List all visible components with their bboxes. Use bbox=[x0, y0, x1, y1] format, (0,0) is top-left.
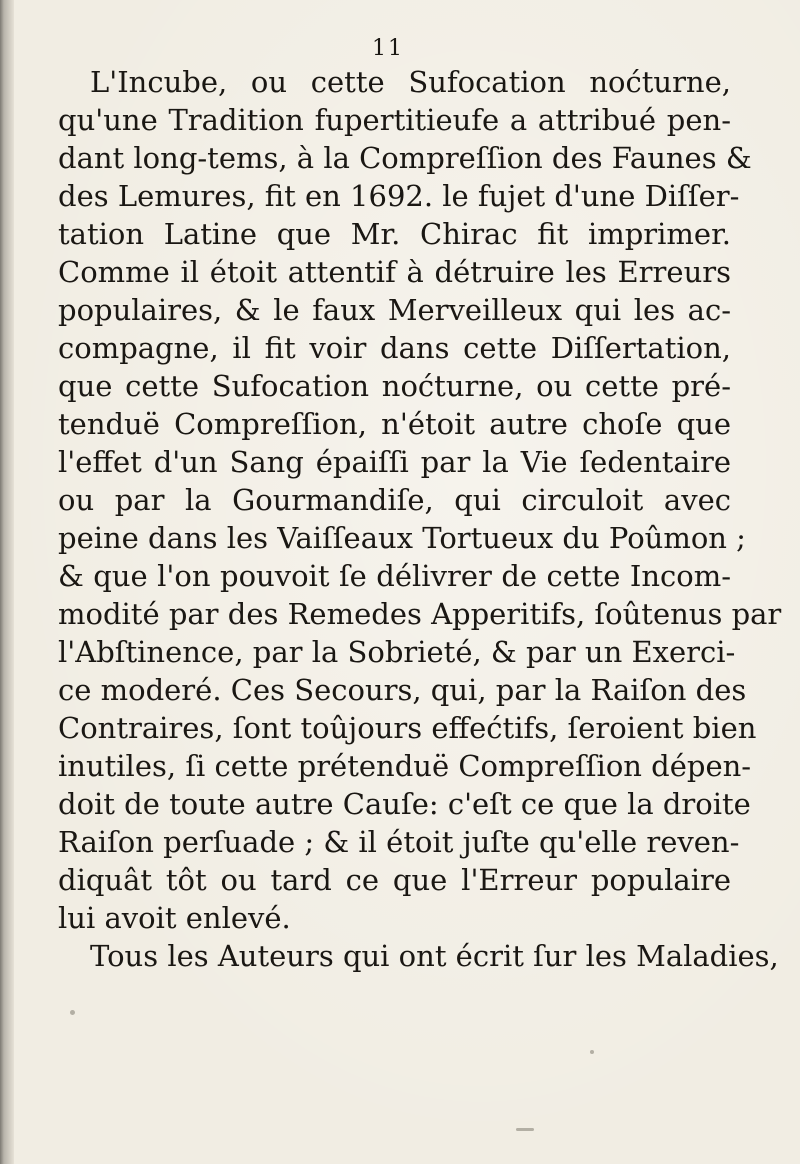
ink-speck bbox=[516, 1128, 534, 1131]
text-line: ce moderé. Ces Secours, qui, par la Raiſon des bbox=[58, 673, 747, 707]
ink-speck bbox=[590, 1050, 594, 1054]
text-line: & que l'on pouvoit ſe délivrer de cette Incom- bbox=[58, 559, 731, 593]
text-line: modité par des Remedes Apperitifs, ſoûtenus par bbox=[58, 597, 782, 631]
text-line: tation Latine que Mr. Chirac fit imprimer. bbox=[58, 217, 731, 251]
text-line: dant long-tems, à la Compreſſion des Faunes & bbox=[58, 141, 752, 175]
text-line: Raiſon perſuade ; & il étoit juſte qu'elle reven- bbox=[58, 825, 740, 859]
text-line: l'Abſtinence, par la Sobrieté, & par un Exerci- bbox=[58, 635, 736, 669]
text-line: L'Incube, ou cette Sufocation noćturne, bbox=[90, 65, 731, 99]
text-line: lui avoit enlevé. bbox=[58, 901, 291, 935]
text-line: populaires, & le faux Merveilleux qui les ac- bbox=[58, 293, 731, 327]
text-line: diquât tôt ou tard ce que l'Erreur populaire bbox=[58, 863, 731, 897]
text-line: peine dans les Vaiſſeaux Tortueux du Poûmon ; bbox=[58, 521, 746, 555]
text-line: des Lemures, fit en 1692. le fujet d'une Diſſer- bbox=[58, 179, 740, 213]
text-line: ou par la Gourmandiſe, qui circuloit avec bbox=[58, 483, 731, 517]
text-line: doit de toute autre Cauſe: c'eſt ce que la droite bbox=[58, 787, 751, 821]
text-line: l'effet d'un Sang épaiſſi par la Vie ſedentaire bbox=[58, 445, 731, 479]
text-line: Tous les Auteurs qui ont écrit ſur les Maladies, bbox=[90, 939, 779, 973]
text-line: tenduë Compreſſion, n'étoit autre choſe que bbox=[58, 407, 731, 441]
page-number: 11 bbox=[372, 36, 404, 61]
ink-speck bbox=[70, 1010, 75, 1015]
text-line: que cette Sufocation noćturne, ou cette pré- bbox=[58, 369, 731, 403]
text-line: qu'une Tradition fupertitieufe a attribué pen- bbox=[58, 103, 731, 137]
text-line: Contraires, ſont toûjours effećtifs, ſeroient bien bbox=[58, 711, 757, 745]
text-line: inutiles, ſi cette prétenduë Compreſſion dépen- bbox=[58, 749, 752, 783]
text-line: Comme il étoit attentif à détruire les Erreurs bbox=[58, 255, 731, 289]
binding-edge bbox=[0, 0, 14, 1164]
text-line: compagne, il fit voir dans cette Diſſertation, bbox=[58, 331, 731, 365]
